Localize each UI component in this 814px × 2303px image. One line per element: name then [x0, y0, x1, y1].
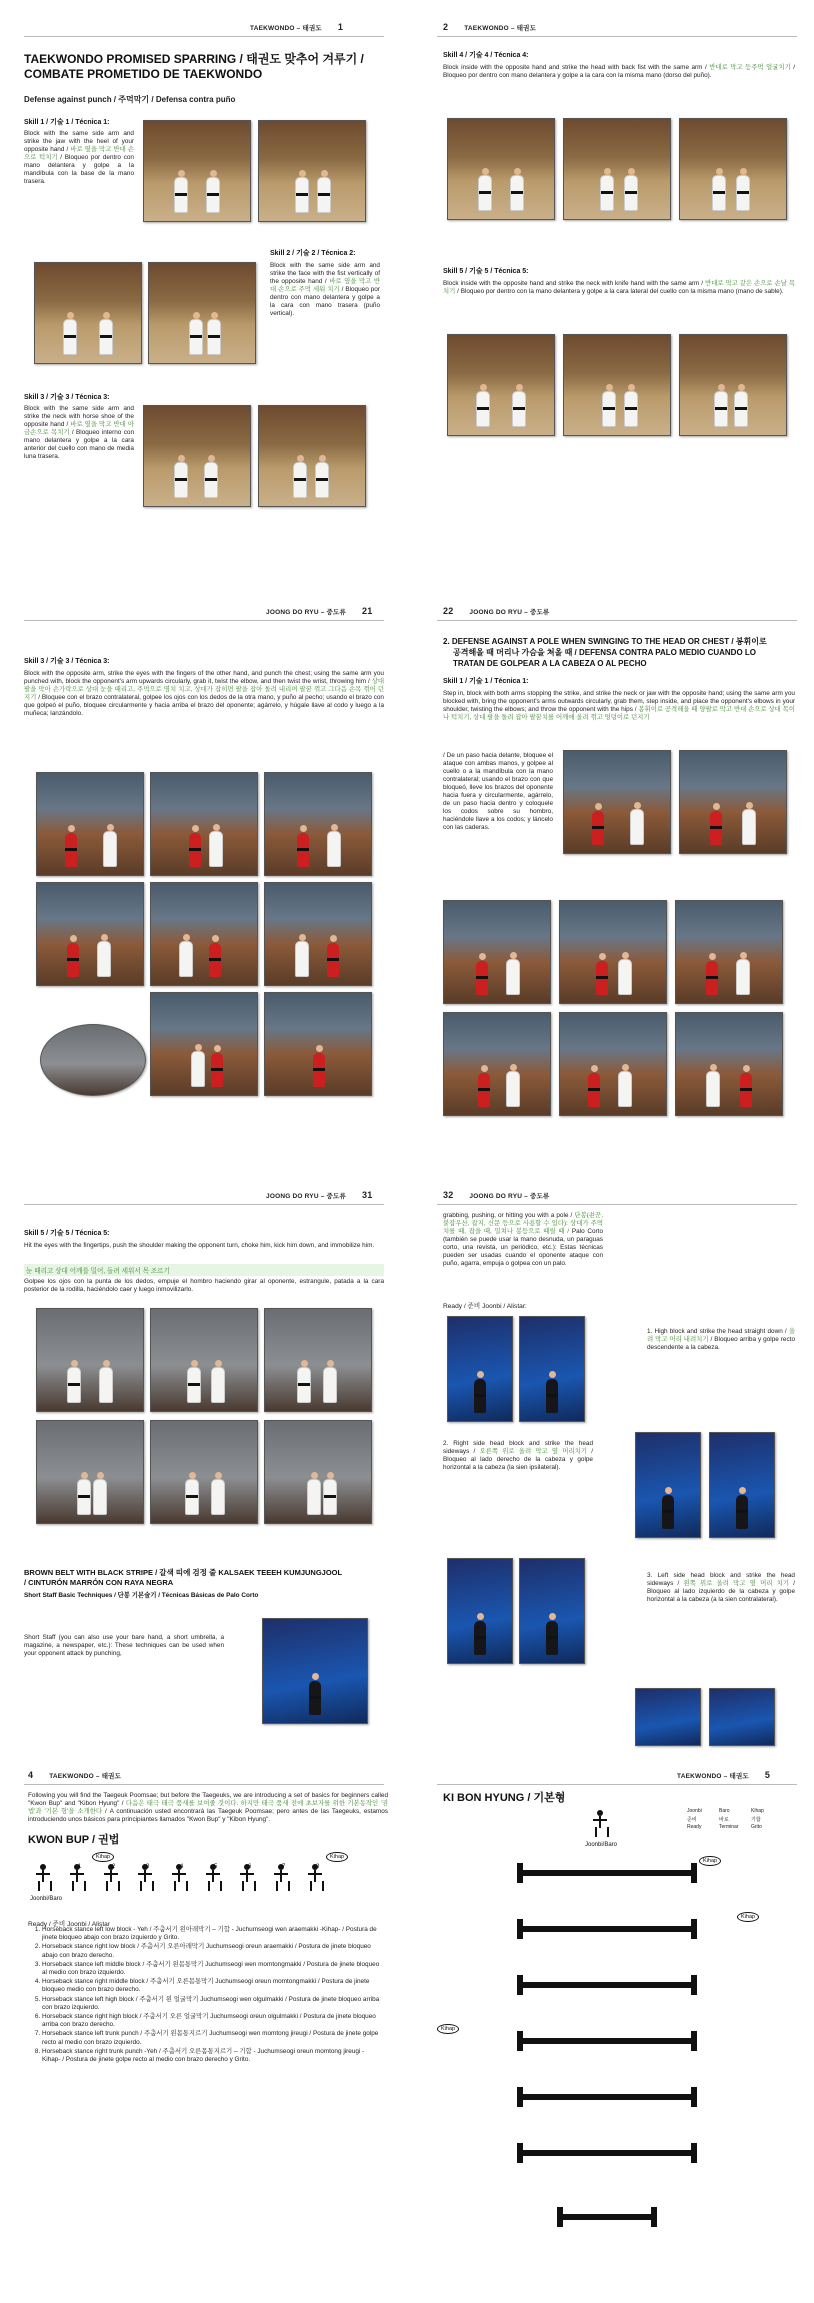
spread-1	[0, 0, 814, 584]
photo-3	[264, 1308, 372, 1412]
stick-figure	[36, 1864, 50, 1892]
pattern-row-5	[437, 2080, 777, 2114]
photo-skill-3a	[143, 405, 251, 507]
running-header: 4 TAEKWONDO – 태권도	[28, 1770, 122, 1780]
photo-3	[264, 772, 372, 876]
photo-2	[679, 750, 787, 854]
list-item: 1. Horseback stance left low block - Yeh / 주춤서기 왼아래막기 – 기합 - Juchumseogi wen araemakki -Kihap- / Postura de jinete bloqueo abajo con brazo izquierdo y Grito.	[42, 1926, 382, 1942]
pattern-row-2	[437, 1912, 777, 1946]
page-number: 32	[443, 1190, 454, 1200]
section-heading: BROWN BELT WITH BLACK STRIPE / 갈색 띠에 검정 줄 KALSAEK TEEEH KUMJUNGJOOL / CINTURÓN MARRÓN CON RAYA NEGRA	[24, 1568, 343, 1587]
stick-figure	[240, 1864, 254, 1892]
header-rule	[24, 1204, 384, 1205]
kihap-bubble: Kihap	[437, 2024, 459, 2034]
running-header: 22 JOONG DO RYU – 중도류	[443, 606, 550, 616]
skill-text-1: Step in, block with both arms stopping the strike, and strike the neck or jaw with the opposite hand; using the same arm you blocked with, bring the opponent's arms outwards circularly, grab them, step inside, and place the opponent's elbows in your shoulder, twisting the elbows; and throw the opponent with the hips / 봉휘이로 공격해올 때 양팔로 막고 반대 손으로 상대 목이나 턱치기, 상대 팔을 돌려 잡아 팔꿈치를 어깨에 올려 꺾고 엉덩이로 던지기	[443, 690, 795, 721]
skill-text-2: / De un paso hacia delante, bloquee el ataque con ambas manos, y golpee al cuello o a la mandíbula con la mano contralateral; usando el brazo con que bloqueó, lleve los brazos del oponente hacia fuera y circularmente, agárrelo, de un paso hacia dentro y coloquele los codos sobre su hombro, haciéndole llave a los codos; y láncelo con las caderas.	[443, 752, 553, 831]
stick-figure	[70, 1864, 84, 1892]
skill-label: Skill 5 / 기술 5 / Técnica 5:	[24, 1230, 110, 1237]
list-item: 8. Horseback stance right trunk punch -Yeh / 주춤서기 오른몸통지르기 – 기합 - Juchumseogi oreun momtong jireugi -Kihap- / Postura de jinete golpe recto al medio con brazo derecho y Grito.	[42, 2048, 382, 2064]
photo-step-3b	[519, 1558, 585, 1664]
header-rule	[24, 620, 384, 621]
skill-text: Block with the opposite arm, strike the eyes with the fingers of the other hand, and punch the chest; using the same arm you punched with, block the opponent's arm upwards circularly, grab it, twist the elbow, and then twist the wrist, throwing him / 상대 팔을 막아 손가락으로 상대 눈을 때리고, 주먹으로 명치 치고, 상대가 잡히면 팔을 잡아 돌려 내리며 팔꿈 꺾고 그다음 손목 꺾어 던지기 / Bloquee con el brazo contralateral, golpee los ojos con los dedos de la otra mano, y puño al pecho; usando el brazo con que golpeó el puño, bloquee circularmente y hacia arriba el brazo del oponente; agárrelo, y húgale llave al codo y luego a la muñeca; lanzándolo.	[24, 670, 384, 717]
skill-1-label: Skill 1 / 기술 1 / Técnica 1:	[24, 119, 110, 126]
running-header: JOONG DO RYU – 중도류 21	[266, 606, 373, 616]
photo-8	[264, 992, 372, 1096]
photo-7	[150, 992, 258, 1096]
photo-2	[150, 1308, 258, 1412]
running-header: 32 JOONG DO RYU – 중도류	[443, 1190, 550, 1200]
page-number: 1	[337, 22, 344, 32]
skill-5-label: Skill 5 / 기술 5 / Técnica 5:	[443, 268, 529, 275]
skill-4-text: Block inside with the opposite hand and strike the head with back fist with the same arm / 반대로 막고 등주먹 얼굴치기 / Bloqueo por dentro con mano delantera y golpe a la cara con la misma mano (dorso del puño).	[443, 64, 796, 79]
kwon-bup-steps	[28, 1926, 382, 2065]
stick-figure	[104, 1864, 118, 1892]
step-number: 1	[78, 1864, 82, 1870]
step-number: 5	[214, 1864, 218, 1870]
ki-bon-hyung-title: KI BON HYUNG / 기본형	[443, 1792, 566, 1804]
photo-skill-2a	[34, 262, 142, 364]
header-rule	[437, 1204, 797, 1205]
joonbi-label: Joonbi/Baro	[585, 1842, 618, 1848]
page-32	[407, 1168, 814, 1752]
header-rule	[437, 1784, 797, 1785]
page-31	[0, 1168, 407, 1752]
page-number: 21	[362, 606, 373, 616]
pattern-row-1	[437, 1856, 777, 1890]
step-number: 3	[146, 1864, 150, 1870]
list-item: 7. Horseback stance left trunk punch / 주춤서기 왼몸통지르기 Juchumseogi wen momtong jireugi / Postura de jinete golpe recto al medio con brazo izquierdo.	[42, 2030, 382, 2046]
photo-skill-4c	[679, 118, 787, 220]
skill-2-text: Block with the same side arm and strike the face with the fist vertically of the opposite hand / 바로 옆을 막고 반대 손으로 주먹 세워 치기 / Bloqueo por dentro con mano delantera y golpe a la cara con mano trasera (puño vertical).	[270, 262, 380, 317]
list-item: 5. Horseback stance left high block / 주춤서기 왼 얼굴막기 Juchumseogi wen olgulmakki / Postura de jinete bloqueo arriba con brazo izquierdo.	[42, 1996, 382, 2012]
section-heading: 2. DEFENSE AGAINST A POLE WHEN SWINGING TO THE HEAD OR CHEST / 봉휘이로 공격해올 때 머리나 가슴을 쳐올 때 / DEFENSA CONTRA PALO MEDIO CUANDO LO TRATAN DE GOLPEAR A LA CABEZA O AL PECHO	[443, 637, 767, 668]
step-1: 1. High block and strike the head straight down / 올려 막고 머리 내려치기 / Bloqueo arriba y golpe recto descendente a la cabeza.	[647, 1328, 796, 1351]
list-item: 6. Horseback stance right high block / 주춤서기 오른 얼굴막기 Juchumseogi oreun olgulmakki / Postura de jinete bloqueo arriba con brazo derecho.	[42, 2013, 382, 2029]
kihap-bubble: Kihap	[92, 1852, 114, 1862]
skill-text: Hit the eyes with the fingertips, push the shoulder making the opponent turn, choke him, kick him down, and immobilize him.	[24, 1242, 375, 1249]
skill-1-text: Block with the same side arm and strike the jaw with the heel of your opposite hand / 바로 옆을 막고 반대 손으로 턱치기 / Bloqueo por dentro con mano delantera y golpe a la mandíbula con la base de la mano trasera.	[24, 130, 134, 185]
skill-2-label: Skill 2 / 기술 2 / Técnica 2:	[270, 250, 356, 257]
photo-skill-3b	[258, 405, 366, 507]
page-22	[407, 584, 814, 1168]
pattern-row-7	[437, 2200, 777, 2234]
photo-6	[264, 1420, 372, 1524]
stick-figure	[138, 1864, 152, 1892]
page-number: 5	[764, 1770, 771, 1780]
photo-8	[675, 1012, 783, 1116]
stick-figure	[308, 1864, 322, 1892]
photo-skill-4b	[563, 118, 671, 220]
step-number: 8	[316, 1864, 320, 1870]
page-number: 31	[362, 1190, 373, 1200]
photo-1	[36, 1308, 144, 1412]
spread-4	[0, 1752, 814, 2303]
photo-6	[443, 1012, 551, 1116]
photo-skill-5c	[679, 334, 787, 436]
skill-5-text: Block inside with the opposite hand and strike the neck with knife hand with the same arm / 반대로 막고 같은 손으로 손날 목치기 / Bloqueo por dentro con la mano delantera y golpe a la cara lateral del cuello con la misma mano (mano de sable).	[443, 280, 795, 295]
kihap-bubble: Kihap	[699, 1856, 721, 1866]
ready-label: Ready / 준비 Joonbi / Alistar:	[443, 1303, 527, 1310]
photo-step-2a	[635, 1432, 701, 1538]
page-5: TAEKWONDO – 태권도 5 KI BON HYUNG / 기본형 Joonbi Baro Kihap 준비 바로 기합 Ready Terminar Grito Joonbi/Baro Kihap Kihap Kihap	[407, 1752, 814, 2303]
section-subheading: Short Staff Basic Techniques / 단봉 기본술기 / Técnicas Básicas de Palo Corto	[24, 1592, 259, 1599]
page-number: 2	[443, 22, 449, 32]
skill-3-text: Block with the same side arm and strike the neck with horse shoe of the opposite hand / 바로 옆을 막고 반대 아금손으로 목치기 / Bloqueo interno con mano delantera y golpe a la cara anterior del cuello con mano de media luna trasera.	[24, 405, 134, 460]
intro-text: Following you will find the Taegeuk Poomsae; but before the Taegeuks, we are introducing a set of basics for beginners called "Kwon Bup" and "Kibon Hyung" / 다음은 태극 태극 품새를 보여줄 것이다. 하지만 태극 품새 전에 초보자를 위한 기본동작인 '권법'과 '기본 형'을 소개한다 / A continuación usted encontrará las Taegeuk Poomsae; pero antes de las Taegeuks, estamos introduciendo unos básicos para principiantes llamados "Kwon Bup" y "Kibon Hyung".	[28, 1792, 388, 1823]
staff-intro: Short Staff (you can also use your bare hand, a short umbrella, a magazine, a newspaper, etc.): These techniques can be used when your opponent attack by punching,	[24, 1634, 224, 1657]
photo-7	[559, 1012, 667, 1116]
spread-2	[0, 584, 814, 1168]
running-header: 2 TAEKWONDO – 태권도	[443, 22, 537, 32]
page-title: TAEKWONDO PROMISED SPARRING / 태권도 맞추어 겨루기 / COMBATE PROMETIDO DE TAEKWONDO	[24, 52, 364, 81]
skill-text-es: Golpee los ojos con la punta de los dedos, empuje el hombro haciendo girar al oponente, estrangule, patada a la cara posterior de la rodilla, haciéndolo caer y luego inmovilizarlo.	[24, 1278, 384, 1293]
page-1	[0, 0, 407, 584]
photo-4	[36, 882, 144, 986]
pattern-row-3	[437, 1968, 777, 2002]
step-number: 6	[248, 1864, 252, 1870]
kihap-bubble: Kihap	[737, 1912, 759, 1922]
photo-skill-2b	[148, 262, 256, 364]
photo-inset-detail	[40, 1024, 146, 1096]
photo-skill-4a	[447, 118, 555, 220]
list-item: 4. Horseback stance right middle block / 주춤서기 오른몸통막기 Juchumseogi oreun momtongmakki / Postura de jinete bloqueo medio con brazo derecho.	[42, 1978, 382, 1994]
photo-1	[36, 772, 144, 876]
photo-2	[150, 772, 258, 876]
stick-figure-joonbi	[593, 1810, 607, 1838]
header-rule	[24, 1784, 384, 1785]
photo-staff	[262, 1618, 368, 1724]
step-number: 2	[112, 1864, 116, 1870]
step-number: 4	[180, 1864, 184, 1870]
photo-step-2b	[709, 1432, 775, 1538]
stick-figure	[172, 1864, 186, 1892]
page-21	[0, 584, 407, 1168]
photo-ready-1	[447, 1316, 513, 1422]
list-item: 3. Horseback stance left middle block / 주춤서기 왼몸통막기 Juchumseogi wen momtongmakki / Postura de jinete bloqueo al medio con brazo izquierdo.	[42, 1961, 382, 1977]
photo-4	[36, 1420, 144, 1524]
step-2: 2. Right side head block and strike the head sideways / 오른쪽 위로 올려 막고 옆 머리치기 / Bloqueo al lado derecho de la cabeza y golpe horizontal a la cabeza (la sien ipsilateral).	[443, 1440, 593, 1471]
step-3: 3. Left side head block and strike the head sideways / 왼쪽 위로 올려 막고 옆 머리 치기 / Bloqueo al lado izquierdo de la cabeza y golpe horizontal a la cabeza (a la sien contralateral).	[647, 1572, 796, 1603]
ready-label: Ready / 준비 Joonbi / Alistar	[28, 1921, 111, 1928]
step-number: 7	[282, 1864, 286, 1870]
kwon-bup-title: KWON BUP / 권법	[28, 1834, 120, 1846]
stick-figure	[206, 1864, 220, 1892]
running-header: JOONG DO RYU – 중도류 31	[266, 1190, 373, 1200]
stick-figure	[274, 1864, 288, 1892]
photo-6	[264, 882, 372, 986]
kihap-bubble: Kihap	[326, 1852, 348, 1862]
pattern-row-4	[437, 2024, 777, 2058]
photo-4	[559, 900, 667, 1004]
skill-label: Skill 3 / 기술 3 / Técnica 3:	[24, 658, 110, 665]
photo-step-3a	[447, 1558, 513, 1664]
page-number: 22	[443, 606, 454, 616]
skill-3-label: Skill 3 / 기술 3 / Técnica 3:	[24, 394, 110, 401]
photo-step-4a	[635, 1688, 701, 1746]
photo-5	[675, 900, 783, 1004]
header-rule	[437, 36, 797, 37]
running-header: TAEKWONDO – 태권도 1	[250, 22, 344, 32]
photo-5	[150, 882, 258, 986]
continued-text: grabbing, pushing, or hitting you with a pole / 단봉(쇤꾼, 붙잡우산, 잡지, 신문 등으로 사용할 수 있다): 상대가 주먹 치를 때, 잡을 때, 밀쳐나 봉등으로 때릴 때 / Palo Corto (también se puede usar la mano desnuda, un paraguas corto, una revista, un periódico, etc.): Estas técnicas pueden ser usadas cuando el oponente ataque con puño, agarra, empuja o golpea con un palo.	[443, 1212, 603, 1267]
page-2	[407, 0, 814, 584]
photo-step-4b	[709, 1688, 775, 1746]
joonbi-label: Joonbi/Baro	[30, 1896, 63, 1902]
skill-4-label: Skill 4 / 기술 4 / Técnica 4:	[443, 52, 529, 59]
section-subtitle: Defense against punch / 주먹막기 / Defensa contra puño	[24, 95, 236, 104]
spread-3	[0, 1168, 814, 1752]
korean-highlight: 눈 때리고 상대 어깨를 밀어, 돌려 세워서 목 조르기	[24, 1264, 384, 1276]
header-rule	[24, 36, 384, 37]
photo-1	[563, 750, 671, 854]
list-item: 2. Horseback stance right low block / 주춤서기 오른아래막기 Juchumseogi oreun araemakki / Postura de jinete bloqueo abajo con brazo derecho.	[42, 1943, 382, 1959]
page-4	[0, 1752, 407, 2303]
photo-3	[443, 900, 551, 1004]
photo-skill-5b	[563, 334, 671, 436]
photo-skill-5a	[447, 334, 555, 436]
photo-skill-1b	[258, 120, 366, 222]
photo-5	[150, 1420, 258, 1524]
page-number: 4	[28, 1770, 34, 1780]
skill-label: Skill 1 / 기술 1 / Técnica 1:	[443, 678, 529, 685]
header-rule	[437, 620, 797, 621]
photo-skill-1a	[143, 120, 251, 222]
running-header: TAEKWONDO – 태권도 5	[677, 1770, 771, 1780]
pattern-row-6	[437, 2136, 777, 2170]
photo-ready-2	[519, 1316, 585, 1422]
